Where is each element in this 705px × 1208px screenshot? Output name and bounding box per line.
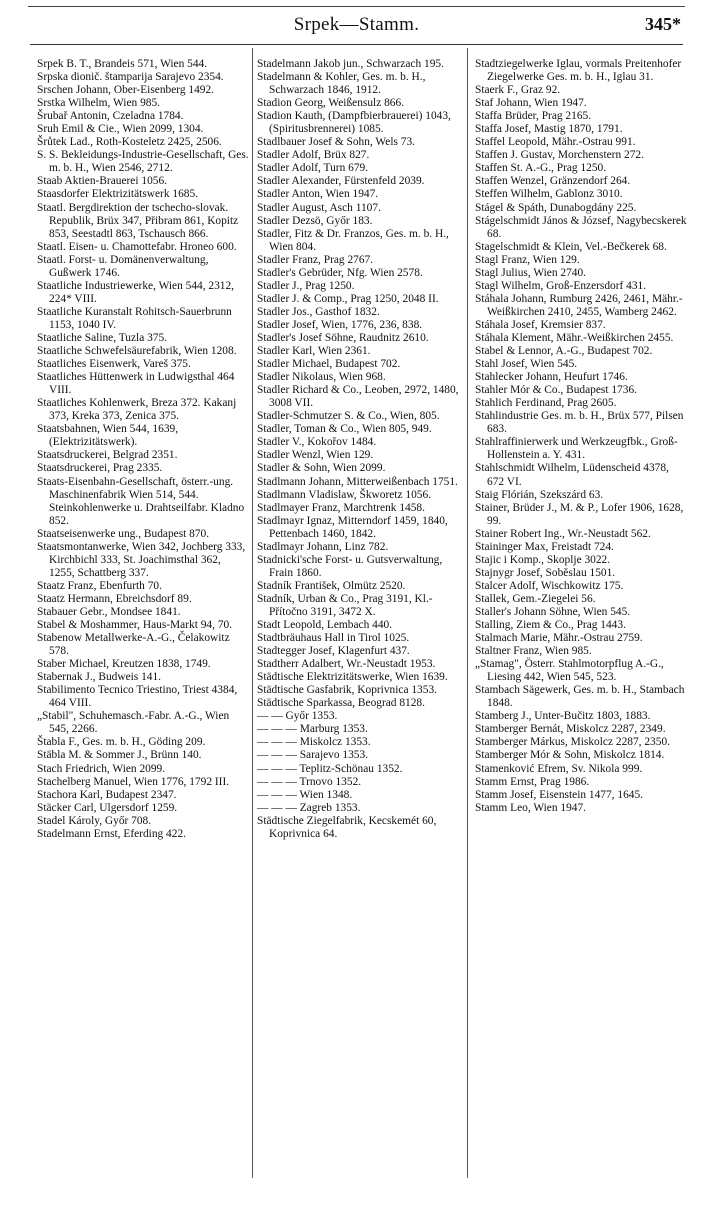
column-divider [252, 48, 253, 1178]
directory-entry: Stalmach Marie, Mähr.-Ostrau 2759. [475, 632, 643, 645]
directory-entry: Staffel Leopold, Mähr.-Ostrau 991. [475, 136, 636, 149]
directory-entry: Stadler Wenzl, Wien 129. [257, 449, 374, 462]
directory-entry: Staatsdruckerei, Belgrad 2351. [37, 449, 178, 462]
directory-entry: Städtische Sparkassa, Beograd 8128. [257, 697, 425, 710]
directory-entry: Stadlmayr Ignaz, Mitterndorf 1459, 1840, Pettenbach 1460, 1842. [257, 514, 448, 540]
directory-entry: Srstka Wilhelm, Wien 985. [37, 97, 160, 110]
directory-entry: Stamberger Márkus, Miskolcz 2287, 2350. [475, 736, 670, 749]
directory-entry: Stadler Jos., Gasthof 1832. [257, 305, 380, 318]
directory-entry: Staatsdruckerei, Prag 2335. [37, 462, 163, 475]
directory-entry: Stadt Leopold, Lembach 440. [257, 619, 393, 632]
directory-entry: Stainer, Brüder J., M. & P., Lofer 1906, 1628, 99. [475, 501, 684, 527]
directory-entry: Stadler's Josef Söhne, Raudnitz 2610. [257, 331, 429, 344]
directory-entry: Staatliches Kohlenwerk, Breza 372. Kakanj 373, Kreka 373, Zenica 375. [37, 397, 237, 423]
directory-entry: — — — Wien 1348. [257, 788, 353, 801]
directory-entry: Stadel Károly, Győr 708. [37, 814, 152, 827]
directory-entry: Stadion Kauth, (Dampfbierbrauerei) 1043, (Spiritusbrennerei) 1085. [257, 110, 451, 136]
directory-entry: Stachelberg Manuel, Wien 1776, 1792 III. [37, 775, 230, 788]
directory-entry: Staatseisenwerke ung., Budapest 870. [37, 527, 210, 540]
directory-entry: Stadelmann Ernst, Eferding 422. [37, 827, 186, 840]
directory-entry: Steffen Wilhelm, Gablonz 3010. [475, 188, 623, 201]
directory-entry: Stagl Wilhelm, Groß-Enzersdorf 431. [475, 279, 647, 292]
directory-entry: Stadler Nikolaus, Wien 968. [257, 371, 386, 384]
directory-entry: Stadlbauer Josef & Sohn, Wels 73. [257, 136, 416, 149]
directory-entry: Stabenow Metallwerke-A.-G., Čelakowitz 578. [37, 632, 230, 658]
directory-entry: Stalling, Ziem & Co., Prag 1443. [475, 619, 626, 632]
directory-entry: Stabilimento Tecnico Triestino, Triest 4384, 464 VIII. [37, 684, 238, 710]
directory-entry: Stabel & Lennor, A.-G., Budapest 702. [475, 345, 653, 358]
directory-entry: Stadler V., Kokořov 1484. [257, 436, 377, 449]
directory-entry: Stadlmann Johann, Mitterweißenbach 1751. [257, 475, 458, 488]
directory-entry: Stadler Anton, Wien 1947. [257, 188, 379, 201]
directory-entry: Staatsmontanwerke, Wien 342, Jochberg 333, Kirchbichl 333, St. Joachimsthal 362, 1255, Schattberg 337. [37, 540, 246, 579]
directory-entry: Stadler Richard & Co., Leoben, 2972, 1480, 3008 VII. [257, 384, 459, 410]
directory-entry: Stagl Julius, Wien 2740. [475, 266, 587, 279]
directory-entry: Staf Johann, Wien 1947. [475, 97, 587, 110]
directory-entry: Stadler Karl, Wien 2361. [257, 345, 371, 358]
directory-entry: Stamm Ernst, Prag 1986. [475, 775, 590, 788]
directory-column-2 [257, 58, 469, 841]
directory-entry: Staatl. Forst- u. Domänenverwaltung, Gußwerk 1746. [37, 253, 209, 279]
directory-entry: Stajnygr Josef, Soběslau 1501. [475, 566, 616, 579]
directory-entry: Stadník František, Olmütz 2520. [257, 579, 406, 592]
running-title: Srpek—Stamm. [293, 14, 420, 35]
directory-entry: Stabel & Moshammer, Haus-Markt 94, 70. [37, 619, 233, 632]
directory-entry: Stadtziegelwerke Iglau, vormals Preitenhofer Ziegelwerke Ges. m. b. H., Iglau 31. [475, 58, 682, 84]
directory-entry: Stadler Josef, Wien, 1776, 236, 838. [257, 318, 423, 331]
directory-entry: Staab Aktien-Brauerei 1056. [37, 175, 168, 188]
page-number: 345* [645, 14, 681, 34]
directory-entry: — — — Trnovo 1352. [257, 775, 362, 788]
directory-entry: Sruh Emil & Cie., Wien 2099, 1304. [37, 123, 204, 136]
directory-entry: Stajic i Komp., Skoplje 3022. [475, 553, 611, 566]
directory-entry: Stáhala Josef, Kremsier 837. [475, 318, 606, 331]
directory-entry: Šrubař Antonin, Czeladna 1784. [37, 110, 184, 123]
directory-entry: Stahl Josef, Wien 545. [475, 358, 578, 371]
directory-entry: Staatl. Bergdirektion der tschecho-slovak. Republik, Brüx 347, Přibram 861, Kopitz 853, Seestadtl 863, Tschausch 866. [37, 201, 239, 240]
directory-entry: Stahlich Ferdinand, Prag 2605. [475, 397, 617, 410]
directory-entry: — — — Marburg 1353. [257, 723, 368, 736]
directory-entry: Stagl Franz, Wien 129. [475, 253, 580, 266]
directory-entry: Städtische Ziegelfabrik, Kecskemét 60, Koprivnica 64. [257, 814, 437, 840]
directory-entry: Stadler August, Asch 1107. [257, 201, 381, 214]
directory-entry: Staatz Hermann, Ebreichsdorf 89. [37, 592, 192, 605]
directory-entry: Stach Friedrich, Wien 2099. [37, 762, 166, 775]
directory-entry: Stadnicki'sche Forst- u. Gutsverwaltung, Frain 1860. [257, 553, 443, 579]
directory-entry: Stadlmayr Johann, Linz 782. [257, 540, 389, 553]
directory-entry: Städtische Elektrizitätswerke, Wien 1639. [257, 671, 448, 684]
directory-entry: Stäbla M. & Sommer J., Brünn 140. [37, 749, 202, 762]
directory-entry: Stachora Karl, Budapest 2347. [37, 788, 177, 801]
directory-entry: Stainer Robert Ing., Wr.-Neustadt 562. [475, 527, 651, 540]
directory-entry: Stadler J. & Comp., Prag 1250, 2048 II. [257, 292, 439, 305]
directory-entry: Stáhala Klement, Mähr.-Weißkirchen 2455. [475, 331, 674, 344]
directory-entry: Stáhala Johann, Rumburg 2426, 2461, Mähr.-Weißkirchen 2410, 2455, Wamberg 2462. [475, 292, 683, 318]
directory-entry: Staerk F., Graz 92. [475, 84, 561, 97]
directory-entry: Stadler-Schmutzer S. & Co., Wien, 805. [257, 410, 440, 423]
directory-entry: Staffa Josef, Mastig 1870, 1791. [475, 123, 623, 136]
directory-entry: Stadler Adolf, Brüx 827. [257, 149, 370, 162]
directory-entry: Srpska dionič. štamparija Sarajevo 2354. [37, 71, 224, 84]
directory-entry: Stadler Dezsö, Győr 183. [257, 214, 373, 227]
directory-entry: Stadník, Urban & Co., Prag 3191, Kl.-Přítočno 3191, 3472 X. [257, 592, 433, 618]
directory-entry: Stadlmann Vladislaw, Škworetz 1056. [257, 488, 432, 501]
directory-entry: Stágel & Spáth, Dunabogdány 225. [475, 201, 637, 214]
directory-entry: Stallek, Gem.-Ziegelei 56. [475, 592, 596, 605]
directory-entry: Staatliches Hüttenwerk in Ludwigsthal 464 VIII. [37, 371, 235, 397]
directory-entry: S. S. Bekleidungs-Industrie-Gesellschaft, Ges. m. b. H., Wien 2546, 2712. [37, 149, 249, 175]
directory-entry: Stadler Adolf, Turn 679. [257, 162, 369, 175]
directory-entry: Stadion Georg, Weißensulz 866. [257, 97, 405, 110]
directory-entry: Staatz Franz, Ebenfurth 70. [37, 579, 162, 592]
directory-entry: Staffen J. Gustav, Morchenstern 272. [475, 149, 644, 162]
directory-entry: Stabauer Gebr., Mondsee 1841. [37, 605, 181, 618]
directory-column-3 [475, 58, 687, 815]
directory-entry: — — — Teplitz-Schönau 1352. [257, 762, 403, 775]
directory-entry: Šrůtek Lad., Roth-Kosteletz 2425, 2506. [37, 136, 222, 149]
directory-entry: Staffa Brüder, Prag 2165. [475, 110, 592, 123]
directory-entry: Stágelschmidt János & József, Nagybecskerek 68. [475, 214, 687, 240]
directory-entry: Stadtegger Josef, Klagenfurt 437. [257, 645, 410, 658]
directory-entry: Stabernak J., Budweis 141. [37, 671, 162, 684]
directory-column-1 [37, 58, 249, 841]
directory-entry: Staffen Wenzel, Gränzendorf 264. [475, 175, 631, 188]
directory-entry: Stahlecker Johann, Heufurt 1746. [475, 371, 628, 384]
directory-entry: Srschen Johann, Ober-Eisenberg 1492. [37, 84, 215, 97]
directory-entry: Staatliche Schwefelsäurefabrik, Wien 1208. [37, 345, 237, 358]
directory-entry: Staininger Max, Freistadt 724. [475, 540, 614, 553]
top-border-line [28, 6, 685, 7]
directory-entry: Staller's Johann Söhne, Wien 545. [475, 605, 631, 618]
directory-entry: Stadler, Fitz & Dr. Franzos, Ges. m. b. H., Wien 804. [257, 227, 449, 253]
directory-entry: Staatliche Saline, Tuzla 375. [37, 331, 168, 344]
directory-entry: Stäcker Carl, Ulgersdorf 1259. [37, 801, 178, 814]
directory-entry: Stadelmann & Kohler, Ges. m. b. H., Schwarzach 1846, 1912. [257, 71, 426, 97]
directory-entry: Staffen St. A.-G., Prag 1250. [475, 162, 607, 175]
directory-entry: Staatl. Eisen- u. Chamottefabr. Hroneo 600. [37, 240, 237, 253]
directory-entry: Stadler J., Prag 1250. [257, 279, 355, 292]
directory-entry: Stadler Franz, Prag 2767. [257, 253, 374, 266]
directory-entry: Staber Michael, Kreutzen 1838, 1749. [37, 658, 211, 671]
directory-entry: Stahlschmidt Wilhelm, Lüdenscheid 4378, 672 VI. [475, 462, 669, 488]
directory-entry: Stahlindustrie Ges. m. b. H., Brüx 577, Pilsen 683. [475, 410, 684, 436]
page-header [30, 14, 683, 44]
directory-entry: — — — Sarajevo 1353. [257, 749, 369, 762]
directory-entry: — — Győr 1353. [257, 710, 338, 723]
directory-entry: Städtische Gasfabrik, Koprivnica 1353. [257, 684, 437, 697]
directory-entry: Staasdorfer Elektrizitätswerk 1685. [37, 188, 198, 201]
directory-entry: Stadlmayer Franz, Marchtrenk 1458. [257, 501, 425, 514]
directory-entry: Stamberger Mór & Sohn, Miskolcz 1814. [475, 749, 665, 762]
directory-entry: Stadler Alexander, Fürstenfeld 2039. [257, 175, 425, 188]
header-rule [30, 44, 683, 45]
directory-entry: Staatliche Industriewerke, Wien 544, 2312, 224* VIII. [37, 279, 235, 305]
directory-entry: Staatliche Kuranstalt Rohitsch-Sauerbrunn 1153, 1040 IV. [37, 305, 232, 331]
directory-entry: Staatsbahnen, Wien 544, 1639, (Elektrizitätswerk). [37, 423, 179, 449]
directory-entry: Stamenković Efrem, Sv. Nikola 999. [475, 762, 643, 775]
directory-entry: Stadler Michael, Budapest 702. [257, 358, 401, 371]
directory-entry: Staats-Eisenbahn-Gesellschaft, österr.-ung. Maschinenfabrik Wien 514, 544. Steinkohlenwerke u. Drahtseilfabr. Kladno 852. [37, 475, 245, 527]
directory-entry: — — — Miskolcz 1353. [257, 736, 371, 749]
directory-entry: Stadtbräuhaus Hall in Tirol 1025. [257, 632, 410, 645]
directory-entry: Stadler's Gebrüder, Nfg. Wien 2578. [257, 266, 423, 279]
directory-entry: Stadtherr Adalbert, Wr.-Neustadt 1953. [257, 658, 436, 671]
directory-entry: Stadler & Sohn, Wien 2099. [257, 462, 386, 475]
directory-entry: Stahlraffinierwerk und Werkzeugfbk., Groß-Hollenstein a. Y. 431. [475, 436, 678, 462]
directory-entry: — — — Zagreb 1353. [257, 801, 361, 814]
directory-entry: Stamm Leo, Wien 1947. [475, 801, 587, 814]
directory-entry: Stagelschmidt & Klein, Vel.-Bečkerek 68. [475, 240, 667, 253]
directory-entry: Srpek B. T., Brandeis 571, Wien 544. [37, 58, 208, 70]
directory-entry: Stalcer Adolf, Wischkowitz 175. [475, 579, 624, 592]
directory-entry: Stamberger Bernát, Miskolcz 2287, 2349. [475, 723, 666, 736]
directory-entry: Staltner Franz, Wien 985. [475, 645, 592, 658]
directory-entry: Staatliches Eisenwerk, Vareš 375. [37, 358, 191, 371]
directory-entry: Stahler Mór & Co., Budapest 1736. [475, 384, 637, 397]
directory-entry: Staig Flórián, Szekszárd 63. [475, 488, 604, 501]
directory-entry: Stadler, Toman & Co., Wien 805, 949. [257, 423, 432, 436]
directory-entry: Stadelmann Jakob jun., Schwarzach 195. [257, 58, 444, 70]
directory-entry: Stamm Josef, Eisenstein 1477, 1645. [475, 788, 644, 801]
directory-entry: „Stamag", Österr. Stahlmotorpflug A.-G., Liesing 442, Wien 545, 523. [475, 658, 664, 684]
directory-entry: „Stabil", Schuhemasch.-Fabr. A.-G., Wien 545, 2266. [37, 710, 230, 736]
directory-entry: Stambach Sägewerk, Ges. m. b. H., Stambach 1848. [475, 684, 685, 710]
directory-entry: Stamberg J., Unter-Bučitz 1803, 1883. [475, 710, 651, 723]
directory-entry: Štabla F., Ges. m. b. H., Göding 209. [37, 736, 206, 749]
